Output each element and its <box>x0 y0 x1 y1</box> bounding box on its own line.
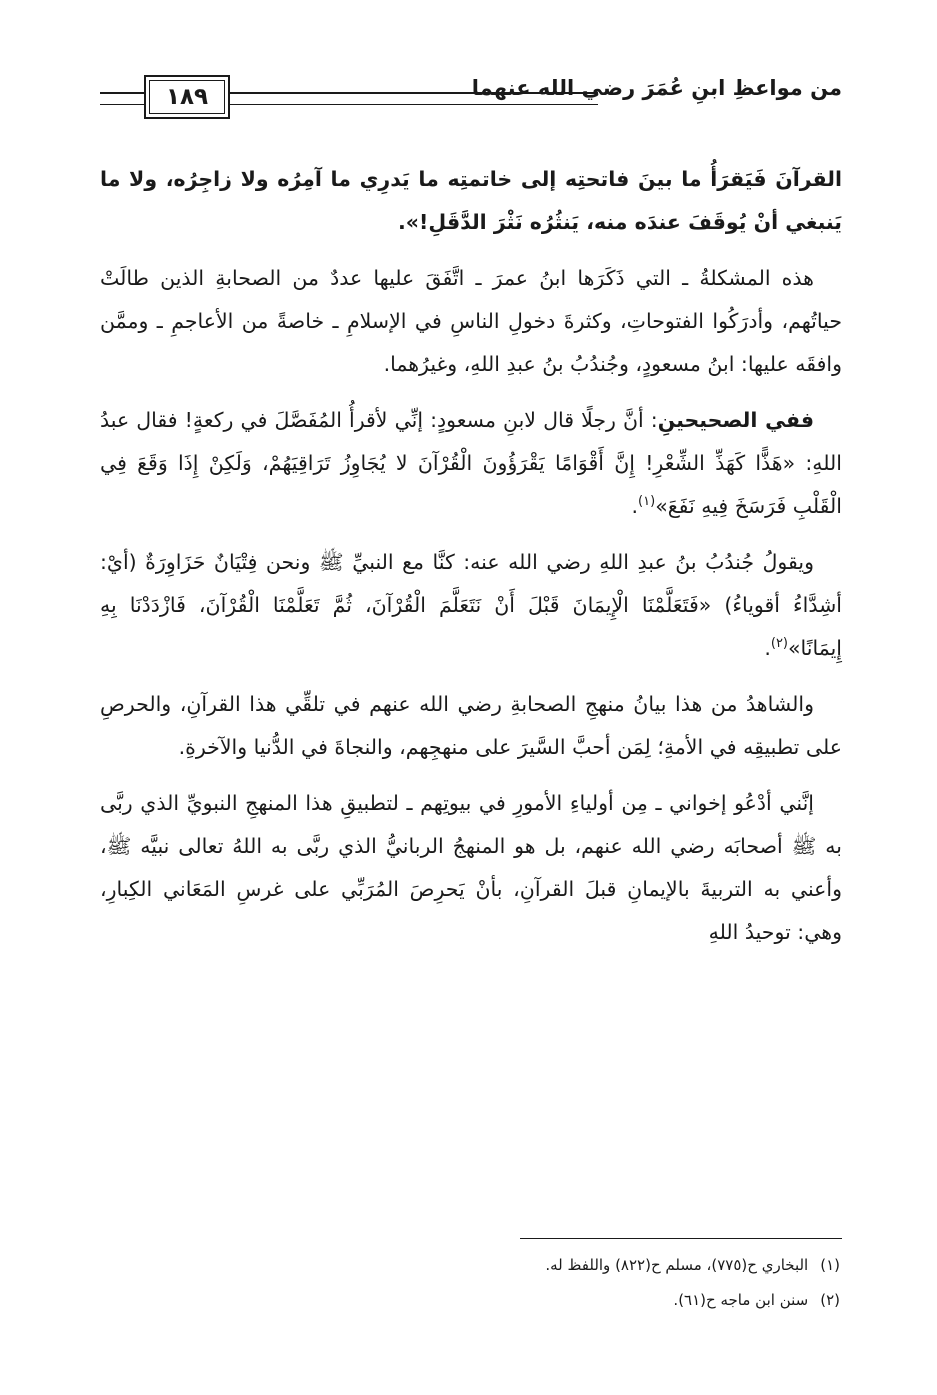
paragraph-text: إنَّني أدْعُو إخواني ـ مِن أولياءِ الأمورِ في بيوتِهم ـ لتطبيقِ هذا المنهجِ النبويِّ الذي ربَّى به ﷺ أصحابَه رضي الله عنهم، بل هو المنهجُ الربانيُّ الذي ربَّى به اللهُ تعالى نبيَّه ﷺ، وأعني به التربيةَ بالإيمانِ قبلَ القرآنِ، بأنْ يَحرِصَ المُرَبِّي على غرسِ المَعَاني الكِبارِ، وهي: توحيدُ اللهِ <box>100 791 842 944</box>
paragraph-tail: . <box>764 636 771 660</box>
footnote-number: (١) <box>820 1256 840 1274</box>
paragraph-tail: . <box>631 494 639 518</box>
header-title: من مواعظِ ابنِ عُمَرَ رضي الله عنهما <box>471 76 842 100</box>
paragraph <box>100 158 842 244</box>
footnote-ref[interactable]: (٢) <box>770 636 788 652</box>
paragraph <box>100 683 842 769</box>
footnote-number: (٢) <box>820 1291 840 1309</box>
footnotes <box>100 1248 840 1318</box>
paragraph-lead: ففي الصحيحينِ <box>657 408 814 432</box>
page-number: ١٨٩ <box>149 80 225 114</box>
footnote-text: سنن ابن ماجه ح(٦١). <box>673 1291 809 1309</box>
paragraph <box>100 399 842 528</box>
paragraph-text: هذه المشكلةُ ـ التي ذَكَرَها ابنُ عمرَ ـ اتَّفَقَ عليها عددٌ من الصحابةِ الذين طالَتْ حياتُهم، وأدرَكُوا الفتوحاتِ، وكثرةَ دخولِ الناسِ في الإسلامِ ـ خاصةً من الأعاجمِ ـ وممَّن وافقَه عليها: ابنُ مسعودٍ، وجُندُبُ بنُ عبدِ اللهِ، وغيرُهما. <box>100 266 842 376</box>
paragraph-text: القرآنَ فَيَقرَأُ ما بينَ فاتحتِه إلى خاتمتِه ما يَدرِي ما آمِرُه ولا زاجِرُه، ولا ما يَنبغي أنْ يُوقَفَ عندَه منه، يَنثُرُه نَثْرَ الدَّقَلِ!». <box>100 167 842 234</box>
paragraph <box>100 257 842 386</box>
footnote-item <box>100 1283 840 1318</box>
paragraph <box>100 782 842 954</box>
footnote-ref[interactable]: (١) <box>638 494 656 510</box>
paragraph-text: والشاهدُ من هذا بيانُ منهجِ الصحابةِ رضي الله عنهم في تلقِّي هذا القرآنِ، والحرصِ على تطبيقِه في الأمةِ؛ لِمَن أحبَّ السَّيرَ على منهجِهم، والنجاةَ في الدُّنيا والآخرةِ. <box>100 692 842 759</box>
footnote-item <box>100 1248 840 1283</box>
page-number-box <box>144 75 230 119</box>
book-page <box>100 70 842 1309</box>
paragraph-text: ويقولُ جُندُبُ بنُ عبدِ اللهِ رضي الله عنه: كنَّا مع النبيِّ ﷺ ونحن فِتْيَانٌ حَزَاوِرَةٌ (أيْ: أشِدَّاءُ أقوياءُ) «فَتَعَلَّمْنَا الْإِيمَانَ قَبْلَ أَنْ نَتَعَلَّمَ الْقُرْآنَ، ثُمَّ تَعَلَّمْنَا الْقُرْآنَ، فَازْدَدْنَا بِهِ إِيمَانًا» <box>100 550 842 660</box>
footnote-text: البخاري ح(٧٧٥)، مسلم ح(٨٢٢) واللفظ له. <box>545 1256 809 1274</box>
paragraph-text: : أنَّ رجلًا قال لابنِ مسعودٍ: إنِّي لأقرأُ المُفَصَّلَ في ركعةٍ! فقال عبدُ اللهِ: «هَذًّا كَهَذِّ الشِّعْرِ! إِنَّ أَقْوَامًا يَقْرَؤُونَ الْقُرْآنَ لا يُجَاوِزُ تَرَاقِيَهُمْ، وَلَكِنْ إِذَا وَقَعَ فِي الْقَلْبِ فَرَسَخَ فِيهِ نَفَعَ» <box>100 408 842 518</box>
running-header <box>100 70 842 122</box>
header-left-rule <box>100 92 140 105</box>
footnote-separator <box>520 1238 842 1239</box>
paragraph <box>100 541 842 670</box>
body-text <box>100 158 842 967</box>
